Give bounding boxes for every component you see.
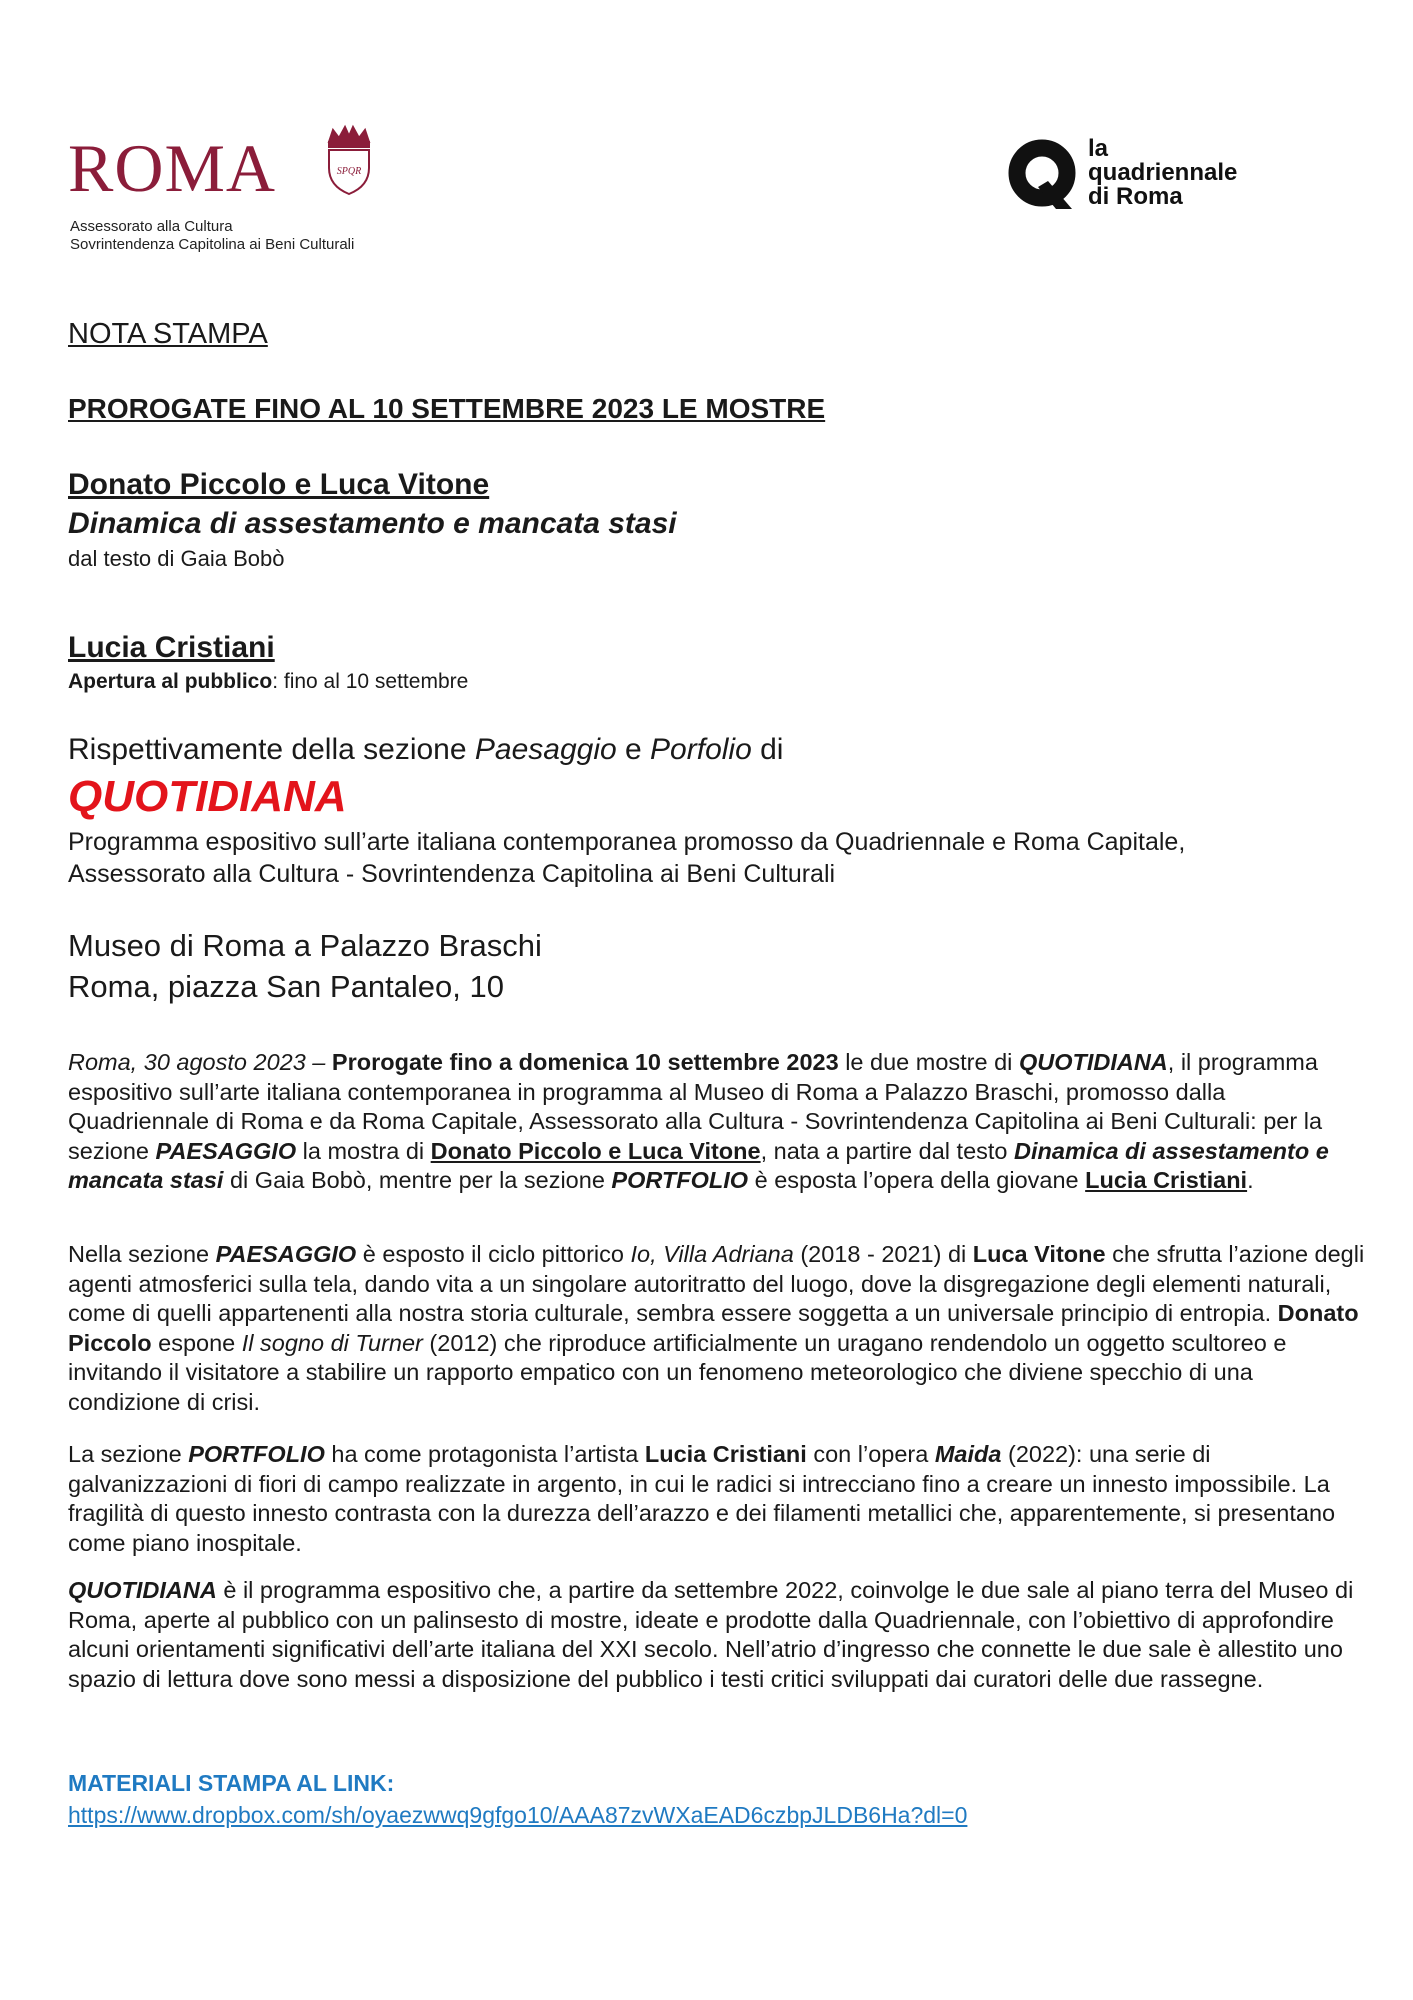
- roma-subtitle-line2: Sovrintendenza Capitolina ai Beni Culturali: [70, 236, 355, 253]
- p1-end: .: [1247, 1167, 1254, 1193]
- svg-text:SPQR: SPQR: [336, 166, 362, 177]
- paragraph-2: [68, 1240, 1368, 1417]
- paragraph-1: [68, 1048, 1368, 1196]
- paragraph-4: [68, 1576, 1368, 1694]
- program-line-2: Assessorato alla Cultura - Sovrintendenza Capitolina ai Beni Culturali: [68, 860, 836, 888]
- p1-quotidiana: QUOTIDIANA: [1018, 1049, 1168, 1075]
- p3-text-g: (2022): una serie di galvanizzazioni di fiori di campo realizzate in argento, in cui le radici si intrecciano fino a creare un innesto impossibile. La fragilità di questo innesto contrasta con la durezza dell’arazzo e dei filamenti metallici che, apparentemente, si presentano come piano inospitale.: [68, 1441, 1336, 1556]
- p2-work-villa-adriana: Io, Villa Adriana: [630, 1241, 794, 1267]
- nota-stampa-heading: NOTA STAMPA: [68, 318, 268, 350]
- quad-line-1: la: [1088, 135, 1109, 162]
- sections-line: [68, 733, 783, 767]
- roma-subtitle: [70, 218, 354, 254]
- p1-text-d: le due mostre di: [838, 1049, 1019, 1075]
- p2-paesaggio: PAESAGGIO: [215, 1241, 357, 1267]
- section-paesaggio: Paesaggio: [474, 733, 617, 766]
- roma-logo: [68, 122, 388, 257]
- p3-portfolio: PORTFOLIO: [188, 1441, 325, 1467]
- sections-text-e: di: [751, 733, 784, 766]
- p2-text-g: che sfrutta l’azione degli agenti atmosferici sulla tela, dando vita a un singolare autoritratto del luogo, dove la disgregazione degli elementi naturali, come di quelli appartenenti alla nostra storia culturale, sembra essere soggetta a un universale principio di entropia.: [68, 1241, 1365, 1326]
- p2-text-k: (2012) che riproduce artificialmente un uragano rendendolo un oggetto scultoreo e invitando il visitatore a stabilire un rapporto empatico con un fenomeno meteorologico che diviene specchio di una condizione di crisi.: [68, 1329, 1287, 1415]
- spqr-crest-icon: [323, 124, 375, 196]
- p1-text-n: è esposta l’opera della giovane: [748, 1167, 1086, 1193]
- exhibition1-title: Dinamica di assestamento e mancata stasi: [68, 507, 677, 540]
- p1-artists: Donato Piccolo e Luca Vitone: [430, 1137, 761, 1164]
- quadriennale-wordmark: [1088, 137, 1237, 209]
- p2-text-a: Nella sezione: [68, 1241, 216, 1267]
- p1-text-j: , nata a partire dal testo: [760, 1137, 1015, 1164]
- p1-text-f: , il programma espositivo sull’arte italiana contemporanea in programma al Museo di Roma a Palazzo Braschi, promosso dalla Quadriennale di Roma e da Roma Capitale, Assessorato alla Cultura - Sovrintendenza Capitolina ai Beni Culturali: per la sezione: [68, 1049, 1323, 1164]
- press-materials-link[interactable]: https://www.dropbox.com/sh/oyaezwwq9gfgo10/AAA87zvWXaEAD6czbpJLDB6Ha?dl=0: [68, 1802, 968, 1828]
- quad-line-3: di Roma: [1088, 183, 1183, 210]
- p1-portfolio: PORTFOLIO: [611, 1167, 749, 1193]
- p4-quotidiana: QUOTIDIANA: [68, 1577, 217, 1603]
- exhibition1-text-credit: dal testo di Gaia Bobò: [68, 546, 285, 571]
- p1-lucia: Lucia Cristiani: [1085, 1167, 1248, 1193]
- quad-line-2: quadriennale: [1088, 159, 1238, 186]
- p1-title: Dinamica di assestamento e mancata stasi: [68, 1137, 1329, 1193]
- quadriennale-logo: [1008, 135, 1288, 215]
- p2-text-e: (2018 - 2021) di: [793, 1241, 973, 1267]
- p3-text-e: con l’opera: [806, 1441, 935, 1467]
- program-line-1: Programma espositivo sull’arte italiana contemporanea promosso da Quadriennale e Roma Capitale,: [68, 828, 1186, 856]
- opening-label: Apertura al pubblico: [68, 670, 273, 693]
- exhibition1-artists: Donato Piccolo e Luca Vitone: [68, 468, 490, 501]
- p1-paesaggio: PAESAGGIO: [155, 1137, 297, 1164]
- p3-text-a: La sezione: [68, 1441, 189, 1467]
- p2-vitone: Luca Vitone: [972, 1241, 1106, 1267]
- q-logo-icon: [1008, 137, 1080, 213]
- p1-dateline: Roma, 30 agosto 2023 –: [68, 1049, 326, 1075]
- p1-extension: Prorogate fino a domenica 10 settembre 2023: [331, 1049, 839, 1075]
- opening-info: [68, 670, 468, 694]
- sections-text-c: e: [616, 733, 651, 766]
- prorogate-heading: PROROGATE FINO AL 10 SETTEMBRE 2023 LE MOSTRE: [68, 393, 826, 424]
- quotidiana-title: QUOTIDIANA: [68, 772, 347, 821]
- p3-work-maida: Maida: [934, 1441, 1002, 1467]
- p3-text-c: ha come protagonista l’artista: [324, 1441, 645, 1467]
- exhibition2-artist: Lucia Cristiani: [68, 631, 275, 664]
- p2-text-i: espone: [151, 1329, 242, 1356]
- venue-name: Museo di Roma a Palazzo Braschi: [68, 928, 542, 963]
- p1-text-l: di Gaia Bobò, mentre per la sezione: [223, 1167, 612, 1193]
- p1-text-h: la mostra di: [296, 1137, 431, 1164]
- p2-work-turner: Il sogno di Turner: [241, 1329, 423, 1356]
- p2-text-c: è esposto il ciclo pittorico: [356, 1241, 631, 1267]
- section-portfolio: Porfolio: [650, 733, 752, 766]
- sections-text-a: Rispettivamente della sezione: [68, 733, 475, 766]
- roma-wordmark: ROMA: [68, 130, 277, 206]
- opening-value: : fino al 10 settembre: [272, 670, 469, 693]
- p2-piccolo: Donato Piccolo: [68, 1300, 1359, 1356]
- venue-address: Roma, piazza San Pantaleo, 10: [68, 969, 504, 1004]
- paragraph-3: [68, 1440, 1368, 1558]
- p3-lucia: Lucia Cristiani: [644, 1441, 807, 1467]
- p4-text-b: è il programma espositivo che, a partire da settembre 2022, coinvolge le due sale al piano terra del Museo di Roma, aperte al pubblico con un palinsesto di mostre, ideate e prodotte dalla Quadriennale, con l’obiettivo di approfondire alcuni orientamenti significativi dell’arte italiana del XXI secolo. Nell’atrio d’ingresso che connette le due sale è allestito uno spazio di lettura dove sono messi a disposizione del pubblico i testi critici sviluppati dai curatori delle due rassegne.: [68, 1577, 1354, 1692]
- roma-subtitle-line1: Assessorato alla Cultura: [70, 218, 233, 235]
- press-materials-heading: MATERIALI STAMPA AL LINK:: [68, 1770, 395, 1796]
